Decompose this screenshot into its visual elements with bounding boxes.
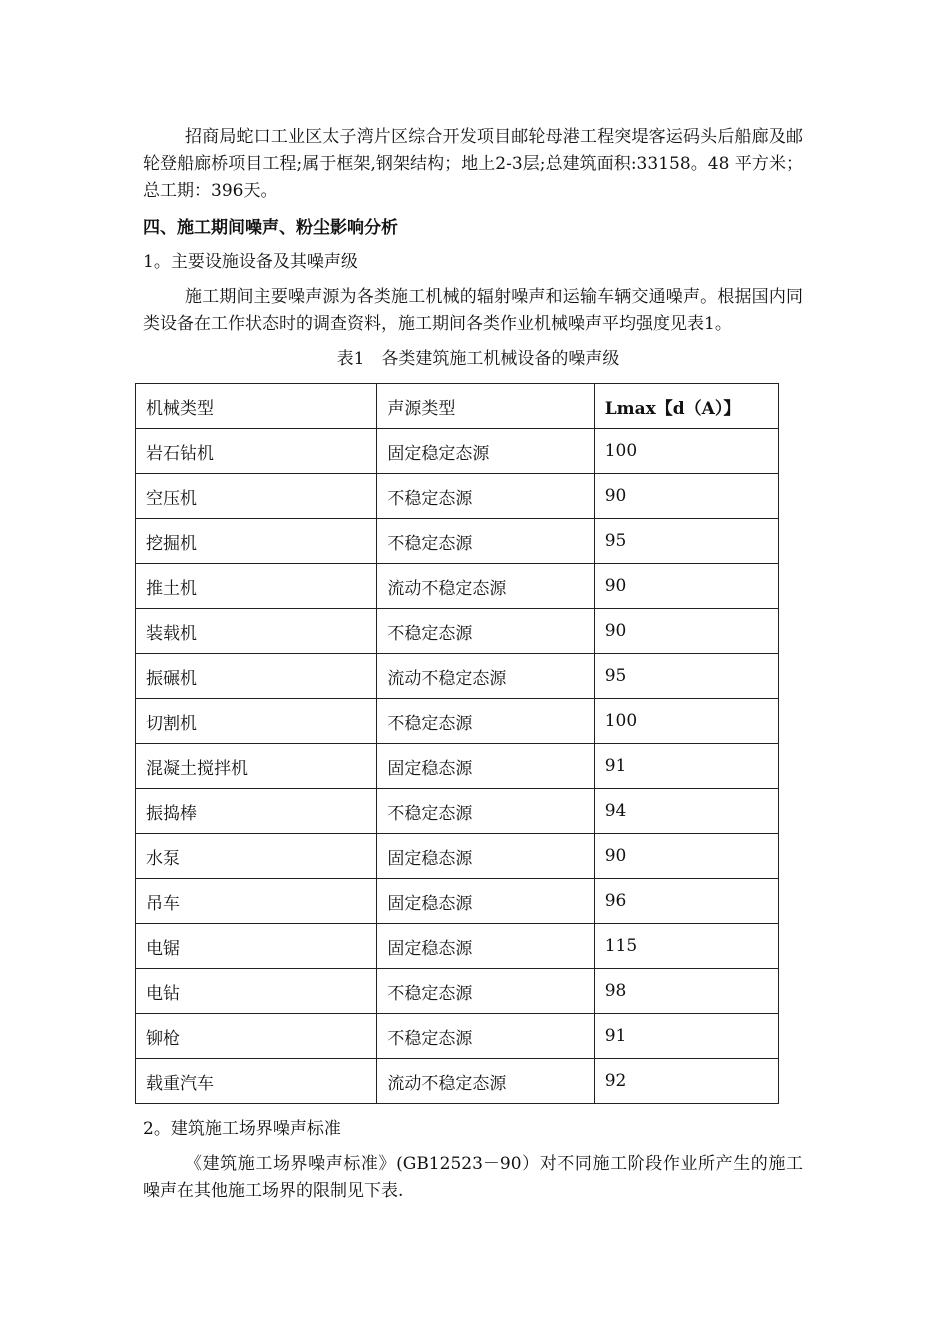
cell-source-type: 不稳定态源: [377, 474, 594, 519]
subsection-heading-2: 2。建筑施工场界噪声标准: [143, 1119, 341, 1139]
table-row: [136, 969, 779, 1014]
cell-machine-type: 推土机: [136, 564, 377, 609]
table-row: [136, 699, 779, 744]
cell-source-type: 不稳定态源: [377, 1014, 594, 1059]
cell-lmax: 100: [594, 429, 778, 474]
cell-lmax: 92: [594, 1059, 778, 1104]
cell-machine-type: 吊车: [136, 879, 377, 924]
table-row: [136, 1059, 779, 1104]
cell-lmax: 91: [594, 1014, 778, 1059]
cell-source-type: 固定稳态源: [377, 924, 594, 969]
cell-lmax: 91: [594, 744, 778, 789]
cell-machine-type: 电锯: [136, 924, 377, 969]
cell-lmax: 115: [594, 924, 778, 969]
cell-source-type: 流动不稳定态源: [377, 654, 594, 699]
cell-lmax: 96: [594, 879, 778, 924]
table-row: [136, 564, 779, 609]
cell-lmax: 90: [594, 609, 778, 654]
cell-machine-type: 载重汽车: [136, 1059, 377, 1104]
header-source-type: 声源类型: [377, 384, 594, 429]
cell-machine-type: 电钻: [136, 969, 377, 1014]
cell-lmax: 90: [594, 474, 778, 519]
table-row: [136, 744, 779, 789]
table-row: [136, 1014, 779, 1059]
table-row: [136, 879, 779, 924]
cell-lmax: 95: [594, 654, 778, 699]
cell-source-type: 不稳定态源: [377, 789, 594, 834]
table-row: [136, 474, 779, 519]
cell-machine-type: 岩石钻机: [136, 429, 377, 474]
cell-machine-type: 混凝土搅拌机: [136, 744, 377, 789]
body-paragraph-2: 《建筑施工场界噪声标准》(GB12523－90）对不同施工阶段作业所产生的施工噪声在其他施工场界的限制见下表.: [143, 1154, 803, 1201]
cell-source-type: 不稳定态源: [377, 969, 594, 1014]
table-row: [136, 519, 779, 564]
cell-machine-type: 振碾机: [136, 654, 377, 699]
cell-lmax: 98: [594, 969, 778, 1014]
cell-source-type: 固定稳态源: [377, 834, 594, 879]
table-row: [136, 789, 779, 834]
cell-lmax: 90: [594, 564, 778, 609]
noise-level-table: [135, 383, 779, 1104]
cell-lmax: 94: [594, 789, 778, 834]
table-row: [136, 654, 779, 699]
table-row: [136, 834, 779, 879]
cell-source-type: 流动不稳定态源: [377, 1059, 594, 1104]
table-row: [136, 924, 779, 969]
cell-source-type: 不稳定态源: [377, 519, 594, 564]
cell-machine-type: 切割机: [136, 699, 377, 744]
cell-lmax: 90: [594, 834, 778, 879]
cell-machine-type: 铆枪: [136, 1014, 377, 1059]
cell-source-type: 流动不稳定态源: [377, 564, 594, 609]
table-row: [136, 609, 779, 654]
body-paragraph-1: 施工期间主要噪声源为各类施工机械的辐射噪声和运输车辆交通噪声。根据国内同类设备在工作状态时的调查资料，施工期间各类作业机械噪声平均强度见表1。: [143, 287, 803, 334]
header-lmax: Lmax【d（A）】: [594, 384, 778, 429]
intro-paragraph: 招商局蛇口工业区太子湾片区综合开发项目邮轮母港工程突堤客运码头后船廊及邮轮登船廊桥项目工程;属于框架,钢架结构；地上2-3层;总建筑面积:33158。48 平方米；总工期：396天。: [143, 127, 803, 201]
cell-machine-type: 挖掘机: [136, 519, 377, 564]
cell-source-type: 不稳定态源: [377, 609, 594, 654]
table-row: [136, 429, 779, 474]
table-header-row: [136, 384, 779, 429]
cell-lmax: 100: [594, 699, 778, 744]
header-machine-type: 机械类型: [136, 384, 377, 429]
section-heading: 四、施工期间噪声、粉尘影响分析: [143, 218, 398, 238]
cell-machine-type: 装载机: [136, 609, 377, 654]
cell-source-type: 固定稳态源: [377, 744, 594, 789]
table-body: [136, 429, 779, 1104]
cell-source-type: 不稳定态源: [377, 699, 594, 744]
cell-lmax: 95: [594, 519, 778, 564]
table-caption: 表1 各类建筑施工机械设备的噪声级: [336, 349, 620, 369]
cell-source-type: 固定稳定态源: [377, 429, 594, 474]
cell-source-type: 固定稳态源: [377, 879, 594, 924]
cell-machine-type: 空压机: [136, 474, 377, 519]
cell-machine-type: 水泵: [136, 834, 377, 879]
document-page: [143, 124, 803, 1205]
subsection-heading-1: 1。主要设施设备及其噪声级: [143, 252, 358, 272]
cell-machine-type: 振捣棒: [136, 789, 377, 834]
